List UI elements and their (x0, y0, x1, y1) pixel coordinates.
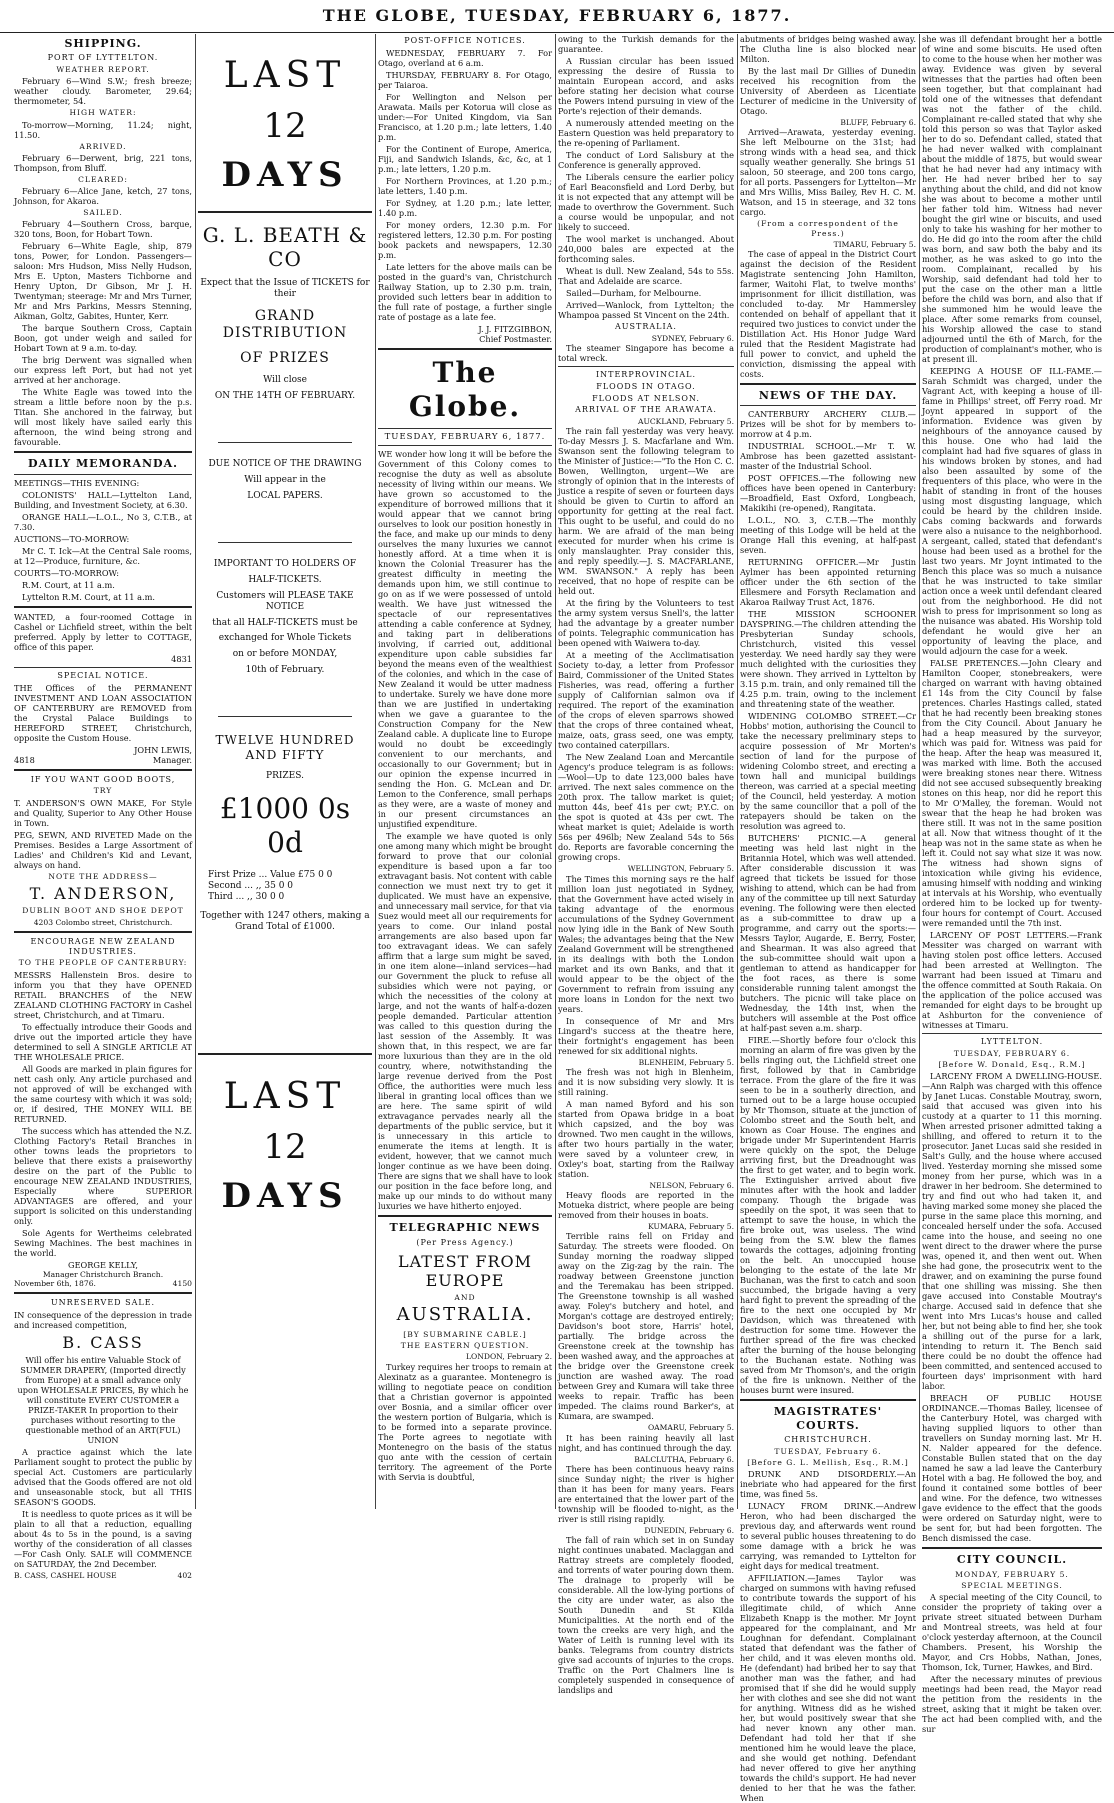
prize-total: £1000 0s 0d (219, 791, 351, 859)
post-office-notice: Late letters for the above mails can be posted in the guard's van, Christchurch Railway Station, up to 2.30 p.m. train, provided such letters bear in addition to the full rate of postage, a further single rate of postage as a late fee. (378, 261, 552, 322)
australia-heading: AUSTRALIA. (396, 1303, 534, 1325)
news-paragraph: owing to the Turkish demands for the guarantee. (558, 34, 734, 54)
column-rule (737, 34, 738, 1509)
unreserved-text: It is needless to quote prices as it will be plain to all that a reduction, equalling about 4s to 5s in the pound, is a saving worthy of the consideration of all classes—For Cash Only. SALE will COMMENCE on SATURDAY, the 2nd December. (14, 1509, 192, 1570)
news-paragraph: The Liberals censure the earlier policy of Earl Beaconsfield and Lord Derby, but it is not expected that any attempt will be made to overthrow the Government. Such a course would be unpopular, and not likely to succeed. (558, 172, 734, 232)
high-water-heading: HIGH WATER: (69, 108, 137, 118)
column-rule (555, 34, 556, 1509)
dateline: KUMARA, February 5. (648, 1222, 734, 1231)
court-case: FALSE PRETENCES.—John Cleary and Hamilton Cooper, stonebreakers, were charged on warrant with having obtained £1 14s from the City Council by false pretences. Charles Hastings called, stated that he had recently been breaking stones from the City Council. About January he had a heap measured by the surveyor, which was paid for. Witness was paid for the heap. After the heap was measured it, was marked with lime. Both the accused were breaking stones near there. Witness did not see accused subsequently breaking stones on this heap, nor did he report this to Mr O'Malley, the foreman. Would not swear that the heap he had broken was there still. It was not in the same position at all. Now that witness thought of it the heap was not in the same state as when he left it. Could not say what size it was now. The witness had shown signs of intoxication while giving his evidence, amusing himself with nodding and winking at intervals at his Worship, who eventually ordered him to be locked up for twenty-four hours for contempt of Court. Accused were remanded until the 7th inst. (922, 658, 1102, 928)
news-item: WIDENING COLOMBO STREET.—Cr Hobbs' motion, authorising the Council to take the necessary preliminary steps to acquire possession of Mr Morten's section of land for the purpose of widening Colombo street, and erecting a town hall and municipal buildings thereon, was carried at a special meeting of the Council, held yesterday. A motion by the same councillor that a poll of the ratepayers should be taken on the resolution was agreed to. (740, 711, 916, 832)
court-case: she was ill defendant brought her a bottle of wine and some biscuits. He used often to come to the house when her mother was away. Evidence was given by several witnesses that the parties had often been seen together, but that complainant had told one of the witnesses that defendant was not the father of the child. Complainant re-called stated that why she told this person so was that Taylor asked her to do so. Defendant called, stated that he had never walked with complainant about the middle of 1875, but would swear that he had never had any intimacy with her. He had never bribed her to say anything about the child, and did not know she was about to become a mother until her father told him. Witness had never bought the girl wine or biscuits, and used only to take his washing for her mother to do. He did go into the room after the child was born, and saw both the baby and its mother, as he was asked to go into the room. Complainant, recalled by his Worship, said defendant had told her to put the case on the other man a little before the child was born, and also that if she summoned him he would leave the place. After some remarks from counsel, his Worship allowed the case to stand adjourned until the 6th of March, for the production of complainant's mother, who is at present ill. (922, 34, 1102, 364)
news-item: POST OFFICES.—The following new offices have been opened in Canterbury:—Broadfield, East Oxford, Longbeach, Makikihi (re-opened), Rangitata. (740, 473, 916, 514)
ad-line: exchanged for Whole Tickets (218, 633, 352, 644)
ad-line: IMPORTANT TO HOLDERS OF (213, 558, 357, 569)
signature-role: Manager. (152, 754, 192, 765)
ad-line: PRIZES. (266, 770, 304, 781)
magistrate: [Before G. L. Mellish, Esq., R.M.] (747, 1458, 909, 1468)
signature-role: Chief Postmaster. (479, 333, 552, 344)
days-heading: DAYS (221, 155, 349, 196)
ad-line: Together with 1247 others, making a Grand Total of £1000. (200, 910, 370, 932)
unreserved-heading: UNRESERVED SALE. (50, 1298, 156, 1308)
post-office-heading: POST-OFFICE NOTICES. (404, 36, 526, 45)
shipping-note: The brig Derwent was signalled when our express left Port, but had not yet arrived at her anchorage. (14, 355, 192, 386)
auction: Mr C. T. Ick—At the Central Sale rooms, at 12—Produce, furniture, &c. (14, 545, 192, 566)
post-office-notice: THURSDAY, FEBRUARY 8. For Otago, per Taiaroa. (378, 69, 552, 90)
news-paragraph: A numerously attended meeting on the Eastern Question was held preparatory to the re-opening of Parliament. (558, 118, 734, 148)
ad-line: 10th of February. (245, 665, 325, 676)
encourage-text: MESSRS Hallenstein Bros. desire to inform you that they have OPENED RETAIL BRANCHES of the NEW ZEALAND CLOTHING FACTORY in Cashel street, Christchurch, and at Timaru. (14, 969, 192, 1020)
dateline: TUESDAY, FEBRUARY 6, 1877. (384, 432, 546, 443)
magistrate: [Before W. Donald, Esq., R.M.] (938, 1060, 1086, 1069)
section-heading: SPECIAL MEETINGS. (961, 1580, 1063, 1590)
news-item: FIRE.—Shortly before four o'clock this morning an alarm of fire was given by the bells ringing out, the Lichfield street one first, followed by that in Cambridge terrace. From the glare of the fire it was seen to be in a southerly direction, and turned out to be a large house occupied by Mr Thomson, situate at the junction of Colombo street and the South belt, and known as Coar House. The engines and brigade under Mr Superintendent Harris were quickly on the spot, the Deluge arriving first, but the Dreadnought was the first to get water, and to begin work. The Extinguisher arrived about five minutes after with the hook and ladder company. Though the brigade was speedily on the spot, it was seen that to attempt to save the house, in which the fire broke out, was useless. The wind being from the S.W. blew the flames towards the cottages, adjoining fronting on the belt. An unoccupied house belonging to the estate of the late Mr Buchanan, was the first to catch and soon succumbed, the brigade having a very hard fight to prevent the spreading of the fire to the next one occupied by Mr Davidson, which was threatened with destruction for some time. However the further spread of the fire was checked after the burning of the house belonging to the Buchanan estate. Nothing was saved from Mr Thomson's, and the origin of the fire is unknown. Neither of the houses burnt were insured. (740, 1035, 916, 1396)
news-item: L.O.L., NO. 3, C.T.B.—The monthly meeting of this Lodge will be held at the Orange Hall this evening, at half-past seven. (740, 515, 916, 556)
council-paragraph: A special meeting of the City Council, to consider the propriety of taking over a private street situated between Durham and Montreal streets, was held at four o'clock yesterday afternoon, at the Council Chambers. Present, his Worship the Mayor, and Crs Hobbs, Nathan, Jones, Thomson, Ick, Turner, Hawkes, and Bird. (922, 1592, 1102, 1673)
dateline: TIMARU, February 5. (833, 239, 916, 249)
magistrates-courts-heading: MAGISTRATES' COURTS. (773, 1405, 883, 1432)
news-item: THE MISSION SCHOONER DAYSPRING.—The children attending the Presbyterian Sunday schools, Christchurch, visited this vessel yesterday. We need hardly say they were much delighted with the curiosities they were shown. They arrived in Lyttelton by 3.15 p.m. train, and only remained till the 4.25 p.m. train, owing to the inclement and threatening state of the weather. (740, 609, 916, 710)
post-office-notice: For Sydney, at 1.20 p.m.; late letter, 1.40 p.m. (378, 197, 552, 218)
prize-list (208, 870, 362, 903)
boots-name: T. ANDERSON, (29, 883, 177, 903)
section-heading: ARRIVAL OF THE ARAWATA. (575, 405, 717, 415)
meeting: ORANGE HALL—L.O.L., No 3, C.T.B., at 7.30. (14, 511, 192, 532)
dateline: BALCLUTHA, February 6. (634, 1454, 734, 1464)
dateline: DUNEDIN, February 6. (644, 1525, 734, 1535)
news-paragraph: The conduct of Lord Salisbury at the Conference is generally approved. (558, 150, 734, 170)
court-case: LARCENY FROM A DWELLING-HOUSE.—Ann Ralph was charged with this offence by Janet Lucas. Constable Moutray, sworn, said that accused was given into his custody at a quarter to 11 this morning. When arrested prisoner admitted taking a shilling, and offered to return it to the prosecutor. Janet Lucas said she resided in Salt's Gully, and the house where accused lived. Yesterday morning she missed some money from her purse, which was in a drawer in her bedroom. She determined to try and find out who had taken it, and having marked some money she placed the purse in the same place this morning, and concealed herself under the sofa. Accused came into the house, and seeing no one went direct to the drawer where the purse was, opened it, and then went out. When she had gone, the prosecutrix went to the drawer, and on examining the purse found that one shilling was missing. She then gave accused into Constable Moutray's charge. Accused said in defence that she went into Mrs Lucas's house and called her, but not being able to find her, she took a shilling out of the purse for a lark, intending to return it. The Bench said there could be no doubt the offence had been committed, and sentenced accused to fourteen days' imprisonment with hard labor. (922, 1071, 1102, 1392)
masthead: THE GLOBE, TUESDAY, FEBRUARY 6, 1877. (0, 6, 1114, 33)
city-council-heading: CITY COUNCIL. (956, 1553, 1068, 1567)
column-6 (922, 34, 1102, 1735)
ad-headline: TWELVE HUNDRED AND FIFTY (215, 733, 355, 763)
encourage-heading: ENCOURAGE NEW ZEALAND INDUSTRIES. (30, 936, 176, 956)
boots-note: NOTE THE ADDRESS— (48, 871, 158, 881)
court-case: AFFILIATION.—James Taylor was charged on summons with having refused to contribute towards the support of his illegitimate child, of which Anne Elizabeth Knapp is the mother. Mr Joynt appeared for the complainant, and Mr Loughnan for defendant. Complainant stated that defendant was the father of her child, and it was eleven months old. He (defendant) had bribed her to say that another man was the father, and had promised that if she did he would supply her with clothes and see she did not want for anything. Witness did as he wished her, but would positively swear that she had never known any other man. Defendant had told her that if she mentioned him he would leave the place, and she would get nothing. Defendant had never offered to give her anything towards the child's support. He had never denied to her that he was the father. When (740, 1573, 916, 1803)
special-notice-heading: SPECIAL NOTICE. (57, 670, 149, 680)
news-paragraph: Turkey requires her troops to remain at Alexinatz as a guarantee. Montenegro is willing to negotiate peace on condition that a Christian governor is appointed over Bosnia, and a similar officer over the western portion of Bulgaria, which is to be formed into a separate province. The Porte agrees to negotiate with Montenegro on the basis of the status quo ante with the cession of certain territory. The agreement of the Porte with Servia is doubtful, (378, 1361, 552, 1482)
dateline: OAMARU, February 5. (647, 1423, 734, 1433)
prize-row: First Prize ... Value £75 0 0 (208, 869, 333, 880)
dateline: LONDON, February 2. (465, 1352, 552, 1362)
memoranda-heading: DAILY MEMORANDA. (28, 457, 178, 471)
cable-note: [BY SUBMARINE CABLE.] (403, 1329, 527, 1339)
news-paragraph: The fall of rain which set in on Sunday night continues unabated. Maclaggan and Rattray streets are completely flooded, and torrents of water pouring down them. The drainage to properly will be considerable. All the low-lying portions of the city are under water, as also the South Dunedin and St Kilda Municipalities. At the north end of the town the creeks are very high, and the Water of Leith is running level with its banks. Telegrams from country districts give sad accounts of injuries to the crops. Traffic on the Port Chalmers line is completely suspended in consequence of landslips and (558, 1535, 734, 1695)
court-case: DRUNK AND DISORDERLY.—An inebriate who had appeared for the first time, was fined 5s. (740, 1469, 916, 1500)
news-paragraph: Heavy floods are reported in the Motueka district, where people are being removed from their houses in boats. (558, 1190, 734, 1220)
column-rule (375, 34, 376, 1509)
news-paragraph: The wool market is unchanged. About 240,000 bales are expected at the forthcoming sales. (558, 234, 734, 264)
column-rule (195, 34, 196, 1509)
column-5 (740, 34, 916, 1803)
ad-line: LOCAL PAPERS. (247, 490, 323, 501)
news-paragraph: It has been raining heavily all last night, and has continued through the day. (558, 1432, 734, 1453)
court-location: CHRISTCHURCH. (784, 1435, 872, 1445)
section-heading: FLOODS AT NELSON. (592, 393, 700, 403)
ad-number: 402 (177, 1571, 192, 1581)
boots-text: T. ANDERSON'S OWN MAKE, For Style and Quality, Superior to Any Other House in Town. (14, 797, 192, 828)
high-water: To-morrow—Morning, 11.24; night, 11.50. (14, 119, 192, 140)
and-word: AND (454, 1292, 476, 1302)
encourage-text: To effectually introduce their Goods and drive out the imported article they have determined to sell A SINGLE ARTICLE AT THE WHOLESALE PRICE. (14, 1021, 192, 1062)
shipping-note: The barque Southern Cross, Captain Boon, got under weigh and sailed for Hobart Town at 9 a.m. to-day. (14, 323, 192, 354)
court: Lyttelton R.M. Court, at 11 a.m. (22, 591, 155, 602)
wanted-ad: WANTED, a four-roomed Cottage in Cashel or Lichfield street, within the belt preferred. Apply by letter to COTTAGE, office of this paper. (14, 611, 192, 652)
signature: J. J. FITZGIBBON, (478, 323, 552, 334)
telegraphic-heading: TELEGRAPHIC NEWS (389, 1221, 541, 1235)
column-rule (919, 34, 920, 1509)
correspondent-note: (From a correspondent of the Press.) (757, 219, 899, 238)
latest-heading: LATEST FROM EUROPE (397, 1251, 533, 1291)
cleared-heading: CLEARED: (78, 174, 128, 184)
boots-heading: IF YOU WANT GOOD BOOTS, (30, 774, 176, 784)
post-office-notice: For Northern Provinces, at 1.20 p.m.; late letters, 1.40 p.m. (378, 175, 552, 196)
post-office-notice: For Wellington and Nelson per Arawata. Mails per Kotorua will close as under:—For United Kingdom, via San Francisco, at 1.20 p.m.; late letters, 1.40 p.m. (378, 91, 552, 142)
days-count: 12 (263, 105, 307, 146)
ad-number: 4150 (172, 1278, 192, 1288)
dateline: SYDNEY, February 6. (651, 333, 734, 343)
news-item: BUTCHERS' PICNIC.—A general meeting was held last night in the Britannia Hotel, which was well attended. After considerable discussion it was agreed that tickets be issued for those wishing to attend, which can be had from any of the committee up till next Saturday evening. The following were then elected as a sub-committee to draw up a programme, and carry out the sports:—Messrs Taylor, Augarde, E. Berry, Foster, and Shearman. It was also agreed that the sub-committee should wait upon a gentleman to attend as handicapper for the foot races, as there is some considerable running talent amongst the butchers. The picnic will take place on Wednesday, the 14th inst, when the butchers will assemble at the Post office at half-past seven a.m. sharp. (740, 833, 916, 1034)
prize-row: Third ... ,, 30 0 0 (208, 891, 285, 902)
meeting: COLONISTS' HALL—Lyttelton Land, Building, and Investment Society, at 6.30. (14, 489, 192, 510)
ad-line: ON THE 14TH OF FEBRUARY. (214, 390, 356, 401)
news-of-the-day-heading: NEWS OF THE DAY. (758, 389, 898, 402)
arrived: February 6—Derwent, brig, 221 tons, Thompson, from Bluff. (14, 152, 192, 173)
news-paragraph: A Russian circular has been issued expressing the desire of Russia to maintain European accord, and asks before stating her decision what course the Powers intend pursuing in view of the Porte's rejection of their demands. (558, 56, 734, 116)
section-heading: FLOODS IN OTAGO. (596, 381, 696, 391)
news-paragraph: Terrible rains fell on Friday and Saturday. The streets were flooded. On Sunday morning the roadway slipped away on the Zig-zag by the rain. The roadway between Greenstone junction and the Teremakau has been stripped. The Greenstone township is all washed away. Foley's butchery and hotel, and Morgan's cottage are destroyed entirely; Davidson's boot store, Harris' hotel, partially. The bridge across the Greenstone creek at the township has been washed away, and the approaches at the bridge over the Greenstone creek junction are washed away. The road between Grey and Kumara will take three weeks to repair. Traffic has been impeded. The claims round Barker's, at Kumara, are swamped. (558, 1231, 734, 1422)
boots-address: 4203 Colombo street, Christchurch. (33, 917, 173, 927)
special-notice: THE Offices of the PERMANENT INVESTMENT AND LOAN ASSOCIATION OF CANTERBURY are REMOVED from the Crystal Palace Buildings to HEREFORD STREET, Christchurch, opposite the Custom House. (14, 682, 192, 743)
sailed: February 4—Southern Cross, barque, 320 tons, Boon, for Hobart Town. (14, 219, 192, 240)
news-paragraph: The Times this morning says re the half million loan just negotiated in Sydney, that the Government have acted wisely in taking advantage of the enormous accumulations of the Sydney Government now lying idle in the Bank of New South Wales; the advantages being that the New Zealand Government will be strengthened in its dealings with both the London market and its own Banks, and that it would appear to be the object of the Government to refrain from issuing any more loans in London for the next two years. (558, 873, 734, 1014)
last-days-heading: LAST (223, 1075, 347, 1117)
unreserved-text: IN consequence of the depression in trade and increased competition, (14, 1309, 192, 1330)
ad-line: on or before MONDAY, (232, 649, 338, 660)
dateline: NELSON, February 6. (649, 1180, 734, 1190)
leader-paragraph: The example we have quoted is only one among many which might be brought forward to prove that our colonial expenditure is based upon a far too extravagant basis. Not content with cable connection we must next try to get it duplicated. We must have an expensive, and unnecessary mail service, for that via Suez would meet all our requirements for years to come. Our inland postal arrangements are also based upon far too extravagant ideas. We can safely affirm that a large sum might be saved, in one item alone—inland services—had our Government the pluck to refuse all subsidies which were not paying, or which the necessities of the colony at large, and not the wants of half-a-dozen people demanded. Particular attention was called to this question during the last session of the Assembly. It was shown that, in this respect, we are far more luxurious than they are in the old country, where, notwithstanding the large revenue derived from the Post Office, the authorities were much less liberal in granting local offices than we are here. The same spirit of wild extravagance pervades nearly all the departments of the public service, but it is unnecessary in this article to enumerate the items at length. It is evident, however, that we cannot much longer continue as we have been doing. There are signs that we shall have to look our position in the face before long, and make up our minds to do without many luxuries we have hitherto enjoyed. (378, 831, 552, 1212)
port-heading: PORT OF LYTTELTON. (47, 53, 159, 63)
weather-heading: WEATHER REPORT. (56, 65, 150, 75)
ad-headline: OF PRIZES (240, 349, 330, 366)
post-office-notice: For the Continent of Europe, America, Fiji, and Sandwich Islands, &c, &c, at 1 p.m.; late letters, 1.20 p.m. (378, 143, 552, 174)
boots-depot: DUBLIN BOOT AND SHOE DEPOT (22, 906, 184, 916)
news-paragraph: There has been continuous heavy rains since Sunday night; the river is higher than it has been for many years. Fears are entertained that the lower part of the township will be flooded to-night, as the river is still rising rapidly. (558, 1463, 734, 1524)
ad-line: Will appear in the (244, 474, 326, 485)
ad-line: Expect that the Issue of TICKETS for their (200, 277, 370, 299)
news-paragraph: Wheat is dull. New Zealand, 54s to 55s. That and Adelaide are scarce. (558, 266, 734, 286)
news-paragraph: Arrived—Wanlock, from Lyttelton; the Whampoa passed St Vincent on the 24th. (558, 300, 734, 320)
section-heading: INTERPROVINCIAL. (595, 370, 697, 379)
news-paragraph: abutments of bridges being washed away. The Clutha line is also blocked near Milton. (740, 34, 916, 64)
dateline: BLUFF, February 6. (840, 118, 916, 127)
signature-role: Manager Christchurch Branch. (42, 1269, 164, 1279)
advertiser-name: G. L. BEATH & CO (202, 222, 368, 272)
news-paragraph: The rain fall yesterday was very heavy. To-day Messrs J. S. Macfarlane and Wm. Swanson sent the following telegram to the Minister of Justice:—"To the Hon C. C. Bowen, Wellington, urgent—We are strongly of opinion that in the interests of justice a respite of seven or fourteen days should be given to Curtin to afford an opportunity for getting at the real fact. This ought to be useful, and could do no harm. We are afraid of the man being executed for murder when his crime is only manslaughter. Pray consider this, and reply speedily.—J. S. MACFARLANE, WM. SWANSON." A reply has been received, that no hope of respite can be held out. (558, 426, 734, 597)
unreserved-text: A practice against which the late Parliament sought to protect the public by special Act. Customers are particularly advised that the Goods offered are not old and unseasonable stock, but all THIS SEASON'S GOODS. (14, 1447, 192, 1508)
post-office-notice: WEDNESDAY, FEBRUARY 7. For Otago, overland at 6 a.m. (378, 47, 552, 68)
meetings-heading: MEETINGS—THIS EVENING: (14, 477, 140, 488)
auctions-heading: AUCTIONS—TO-MORROW: (14, 533, 130, 544)
column-1 (14, 34, 192, 1581)
arrived-heading: ARRIVED. (79, 141, 127, 151)
column-2 (198, 34, 372, 1509)
news-paragraph: At a meeting of the Acclimatisation Society to-day, a letter from Professor Baird, Commissioner of the United States Fisheries, was read, offering a further supply of Californian salmon ova if required. The report of the examination of the crops of eleven sparrows showed that the crops of three contained wheat, maize, oats, grass seed, one was empty, two contained caterpillars. (558, 650, 734, 751)
sailed-heading: SAILED. (83, 208, 123, 218)
ad-line: that all HALF-TICKETS must be (212, 617, 358, 628)
signature: B. CASS, CASHEL HOUSE (14, 1571, 117, 1581)
court-case: KEEPING A HOUSE OF ILL-FAME.—Sarah Schmidt was charged, under the Vagrant Act, with keeping a house of ill-fame in Phillips' street, off Ferry road. Mr Joynt appeared in support of the information. Evidence was given by neighbours of the annoyance caused by this house. One who had laid the complaint had had five squares of glass in his windows broken by stones, and had also been assaulted by some of the frequenters of this place, who were in the habit of standing in front of the houses using most disgusting language, which could be heard by the children inside. Cabs coming backwards and forwards were also a nuisance to the neighborhood. A sergeant, called, stated that defendant's house had been used as a brothel for the last two years. Mr Joynt intimated to the Bench this place was so much a nuisance that he was instructed to take similar action once a week until defendant cleared out from the neighborhood. He did not wish to press for imprisonment so long as the nuisance was abated. His Worship told defendant he would give her an opportunity of leaving the place, and would adjourn the case for a week. (922, 366, 1102, 656)
leader-paragraph: WE wonder how long it will be before the Government of this Colony comes to recognise the duty as well as absolute necessity of living within our means. We have grown so accustomed to the expenditure of borrowed millions that it would appear that we cannot bring ourselves to look our position honestly in the face, and make up our minds to deny ourselves the many luxuries we cannot honestly afford. At a time when it is known the Colonial Treasurer has the greatest difficulty in meeting the demands upon him, we still continue to go on as if we were possessed of untold wealth. We have just witnessed the spectacle of our representatives attending a cable conference at Sydney, and taking part in deliberations involving, if carried out, additional expenditure upon cable subsidies far beyond the means even of the wealthiest of the colonies, and which in the case of New Zealand it would be utter madness to undertake. Surely we have done more than we are justified in undertaking when we gave a guarantee to the Construction Company for the New Zealand cable. A duplicate line to Europe would no doubt be exceedingly convenient to our merchants, and occasionally to our Government; but in our opinion the expense incurred in sending the Hon. G. McLean and Dr. Lemon to the Conference, small perhaps as they were, are a waste of money and in our present circumstances an unjustified expenditure. (378, 449, 552, 830)
dateline: TUESDAY, February 6. (774, 1446, 882, 1456)
court-location: LYTTELTON. (980, 1037, 1044, 1046)
news-paragraph: The New Zealand Loan and Mercantile Agency's produce telegram is as follows:—Wool—Up to date 123,000 bales have arrived. The next sales commence on the 20th prox. The tallow market is quiet; mutton 44s, beef 41s per cwt; P.Y.C. on the spot is quoted at 43s per cwt. The wheat market is quiet; Adelaide is worth 56s per 496lb; New Zealand 54s to 56s do. Reports are favorable concerning the growing crops. (558, 752, 734, 863)
court-case: BREACH OF PUBLIC HOUSE ORDINANCE.—Thomas Bailey, licensee of the Canterbury Hotel, was charged with having supplied liquors to other than travellers on Sunday morning last. Mr H. N. Nalder appeared for the defence. Constable Bullen stated that on the day named he saw a lad leave the Canterbury Hotel with a bag. He followed the boy, and found it contained some bottles of beer and wine. For the defence, two witnesses gave evidence to the effect that the goods were ordered on Saturday night, were to be sent for, but had been forgotten. The Bench dismissed the case. (922, 1393, 1102, 1544)
encourage-to: TO THE PEOPLE OF CANTERBURY: (18, 958, 188, 968)
post-office-notice: For money orders, 12.30 p.m. For registered letters, 12.30 p.m. For posting book packets and newspapers, 12.30 p.m. (378, 219, 552, 260)
news-paragraph: By the last mail Dr Gillies of Dunedin received his recognition from the University of Aberdeen as Licentiate Lecturer of medicine in the University of Otago. (740, 66, 916, 116)
cleared: February 6—Alice Jane, ketch, 27 tons, Johnson, for Akaroa. (14, 186, 192, 207)
newspaper-title: The Globe. (408, 355, 522, 423)
court: R.M. Court, at 11 a.m. (22, 579, 115, 590)
column-3 (378, 34, 552, 1509)
signature: GEORGE KELLY, (68, 1259, 138, 1270)
boots-try: TRY (93, 786, 113, 796)
encourage-text: Sole Agents for Wertheims celebrated Sewing Machines. The best machines in the world. (14, 1227, 192, 1258)
courts-heading: COURTS—TO-MORROW: (14, 567, 119, 578)
shipping-note: The White Eagle was towed into the stream a little before noon by the p.s. Titan. She anchored in the fairway, but will most likely have sailed early this afternoon, the wind being strong and favourable. (14, 387, 192, 448)
ad-line: HALF-TICKETS. (248, 574, 322, 585)
news-paragraph: The case of appeal in the District Court against the decision of the Resident Magistrate sentencing John Hamilton, farmer, Waitohi Flat, to twelve months' imprisonment for illicit distillation, was concluded to-day. Mr Hammersley contended on behalf of appellant that it required two justices to convict under the Distillation Act. His Honor Judge Ward ruled that the Resident Magistrate had full power to convict, and upheld the conviction, dismissing the appeal with costs. (740, 249, 916, 379)
dateline: WELLINGTON, February 5. (627, 864, 734, 874)
weather-report: February 6—Wind S.W.; fresh breeze; weather cloudy. Barometer, 29.64; thermometer, 54. (14, 76, 192, 107)
dateline: MONDAY, FEBRUARY 5. (955, 1569, 1069, 1579)
cass-name: B. CASS (62, 1332, 144, 1352)
column-4 (558, 34, 734, 1695)
unreserved-text: Will offer his entire Valuable Stock of SUMMER DRAPERY, (Imported directly from Europe) at a small advance only upon WHOLESALE PRICES, By which he will constitute EVERY CUSTOMER a PRIZE-TAKER In proportion to their purchases without resorting to the questionable method of an ART(FUL) UNION (17, 1355, 189, 1446)
section-heading: AUSTRALIA. (615, 322, 677, 331)
news-paragraph: At the firing by the Volunteers to test the army system versus Snell's, the latter had the advantage by a greater number of points. Telegraphic communication has been opened with Waiwera to-day. (558, 598, 734, 649)
council-paragraph: After the necessary minutes of previous meetings had been read, the Mayor read the petition from the residents in the street, asking that it might be taken over. The act had been complied with, and the sur (922, 1674, 1102, 1735)
court-case: LARCENY OF POST LETTERS.—Frank Messiter was charged on warrant with having stolen post office letters. Accused had been arrested at Wellington. The warrant had been issued at Timaru and the offence committed at South Rakaia. On the application of the police accused was remanded for eight days to be brought up at Ashburton for the convenience of witnesses at Timaru. (922, 930, 1102, 1030)
sailed: February 6—White Eagle, ship, 879 tons, Power, for London. Passengers—saloon: Mrs Hudson, Miss Nelly Hudson, Mrs E. Upton, Masters Tichborne and Henry Upton, Dr Gibson, Mr J. H. Twentyman; steerage: Mr and Mrs Turner, Mr and Mrs Parkins, Messrs Stenning, Aikman, Goltz, Gabites, Hunter, Kerr. (14, 241, 192, 322)
press-agency: (Per Press Agency.) (416, 1237, 514, 1247)
dateline: BLENHEIM, February 5. (638, 1057, 734, 1067)
dateline: AUCKLAND, February 5. (637, 417, 734, 426)
news-paragraph: The steamer Singapore has become a total wreck. (558, 343, 734, 363)
encourage-text: The success which has attended the N.Z. Clothing Factory's Retail Branches in other towns leads the proprietors to believe that there exists a praiseworthy desire on the part of the Public to encourage NEW ZEALAND INDUSTRIES, Especially where SUPERIOR ADVANTAGES are offered, and your support is solicited on this understanding only. (14, 1125, 192, 1226)
prize-row: Second ... ,, 35 0 0 (208, 880, 294, 891)
news-item: INDUSTRIAL SCHOOL.—Mr T. W. Ambrose has been gazetted assistant-master of the Industrial School. (740, 441, 916, 472)
shipping-heading: SHIPPING. (64, 37, 142, 50)
ad-number: 4831 (171, 653, 192, 664)
news-paragraph: In consequence of Mr and Mrs Lingard's success at the theatre here, their fortnight's engagement has been renewed for six additional nights. (558, 1015, 734, 1056)
ad-line: Will close (263, 374, 307, 385)
signature: JOHN LEWIS, (134, 744, 192, 755)
news-item: RETURNING OFFICER.—Mr Justin Aylmer has been appointed returning officer under the 6th section of the Ellesmere and Forsyth Reclamation and Akaroa Railway Trust Act, 1876. (740, 557, 916, 608)
encourage-text: All Goods are marked in plain figures for nett cash only. Any article purchased and not approved of will be exchanged with the same courtesy with which it was sold; or, if desired, THE MONEY WILL BE RETURNED. (14, 1063, 192, 1124)
days-count: 12 (263, 1126, 307, 1167)
boots-text: PEG, SEWN, AND RIVETED Made on the Premises. Besides a Large Assortment of Ladies' and Children's Kid and Levant, always on hand. (14, 829, 192, 870)
dateline: TUESDAY, FEBRUARY 6. (953, 1048, 1071, 1058)
ad-number: 4818 (14, 754, 35, 765)
eastern-heading: THE EASTERN QUESTION. (400, 1341, 530, 1351)
news-item: CANTERBURY ARCHERY CLUB.—Prizes will be shot for by members to-morrow at 4 p.m. (740, 409, 916, 440)
news-paragraph: The fresh was not high in Blenheim, and it is now subsiding very slowly. It is still raining. (558, 1066, 734, 1097)
ad-date: November 6th, 1876. (14, 1278, 96, 1288)
news-paragraph: A man named Byford and his son started from Opawa bridge in a boat which capsized, and the boy was drowned. Two men caught in the willows, after two hours partially in the water, were saved by a volunteer crew, in Oxley's boat, starting from the Railway station. (558, 1098, 734, 1179)
news-paragraph: Arrived—Arawata, yesterday evening. She left Melbourne on the 31st; had strong winds with a head sea, and thick squally weather generally. She brings 51 saloon, 50 steerage, and 200 tons cargo, for all ports. Passengers for Lyttelton—Mr and Mrs Willis, Miss Bailey, Rev H. C. M. Watson, and 15 in steerage, and 32 tons cargo. (740, 127, 916, 218)
ad-line: DUE NOTICE OF THE DRAWING (208, 458, 362, 469)
court-case: LUNACY FROM DRINK.—Andrew Heron, who had been discharged the previous day, and afterwards went round to several public houses threatening to do some damage with a brick he was carrying, was remanded to Lyttelton for eight days for medical treatment. (740, 1501, 916, 1572)
ad-headline: GRAND DISTRIBUTION (222, 307, 348, 341)
days-heading: DAYS (221, 1176, 349, 1217)
news-paragraph: Sailed—Durham, for Melbourne. (566, 288, 702, 298)
ad-line: Customers will PLEASE TAKE NOTICE (216, 590, 354, 612)
last-days-heading: LAST (223, 55, 347, 96)
